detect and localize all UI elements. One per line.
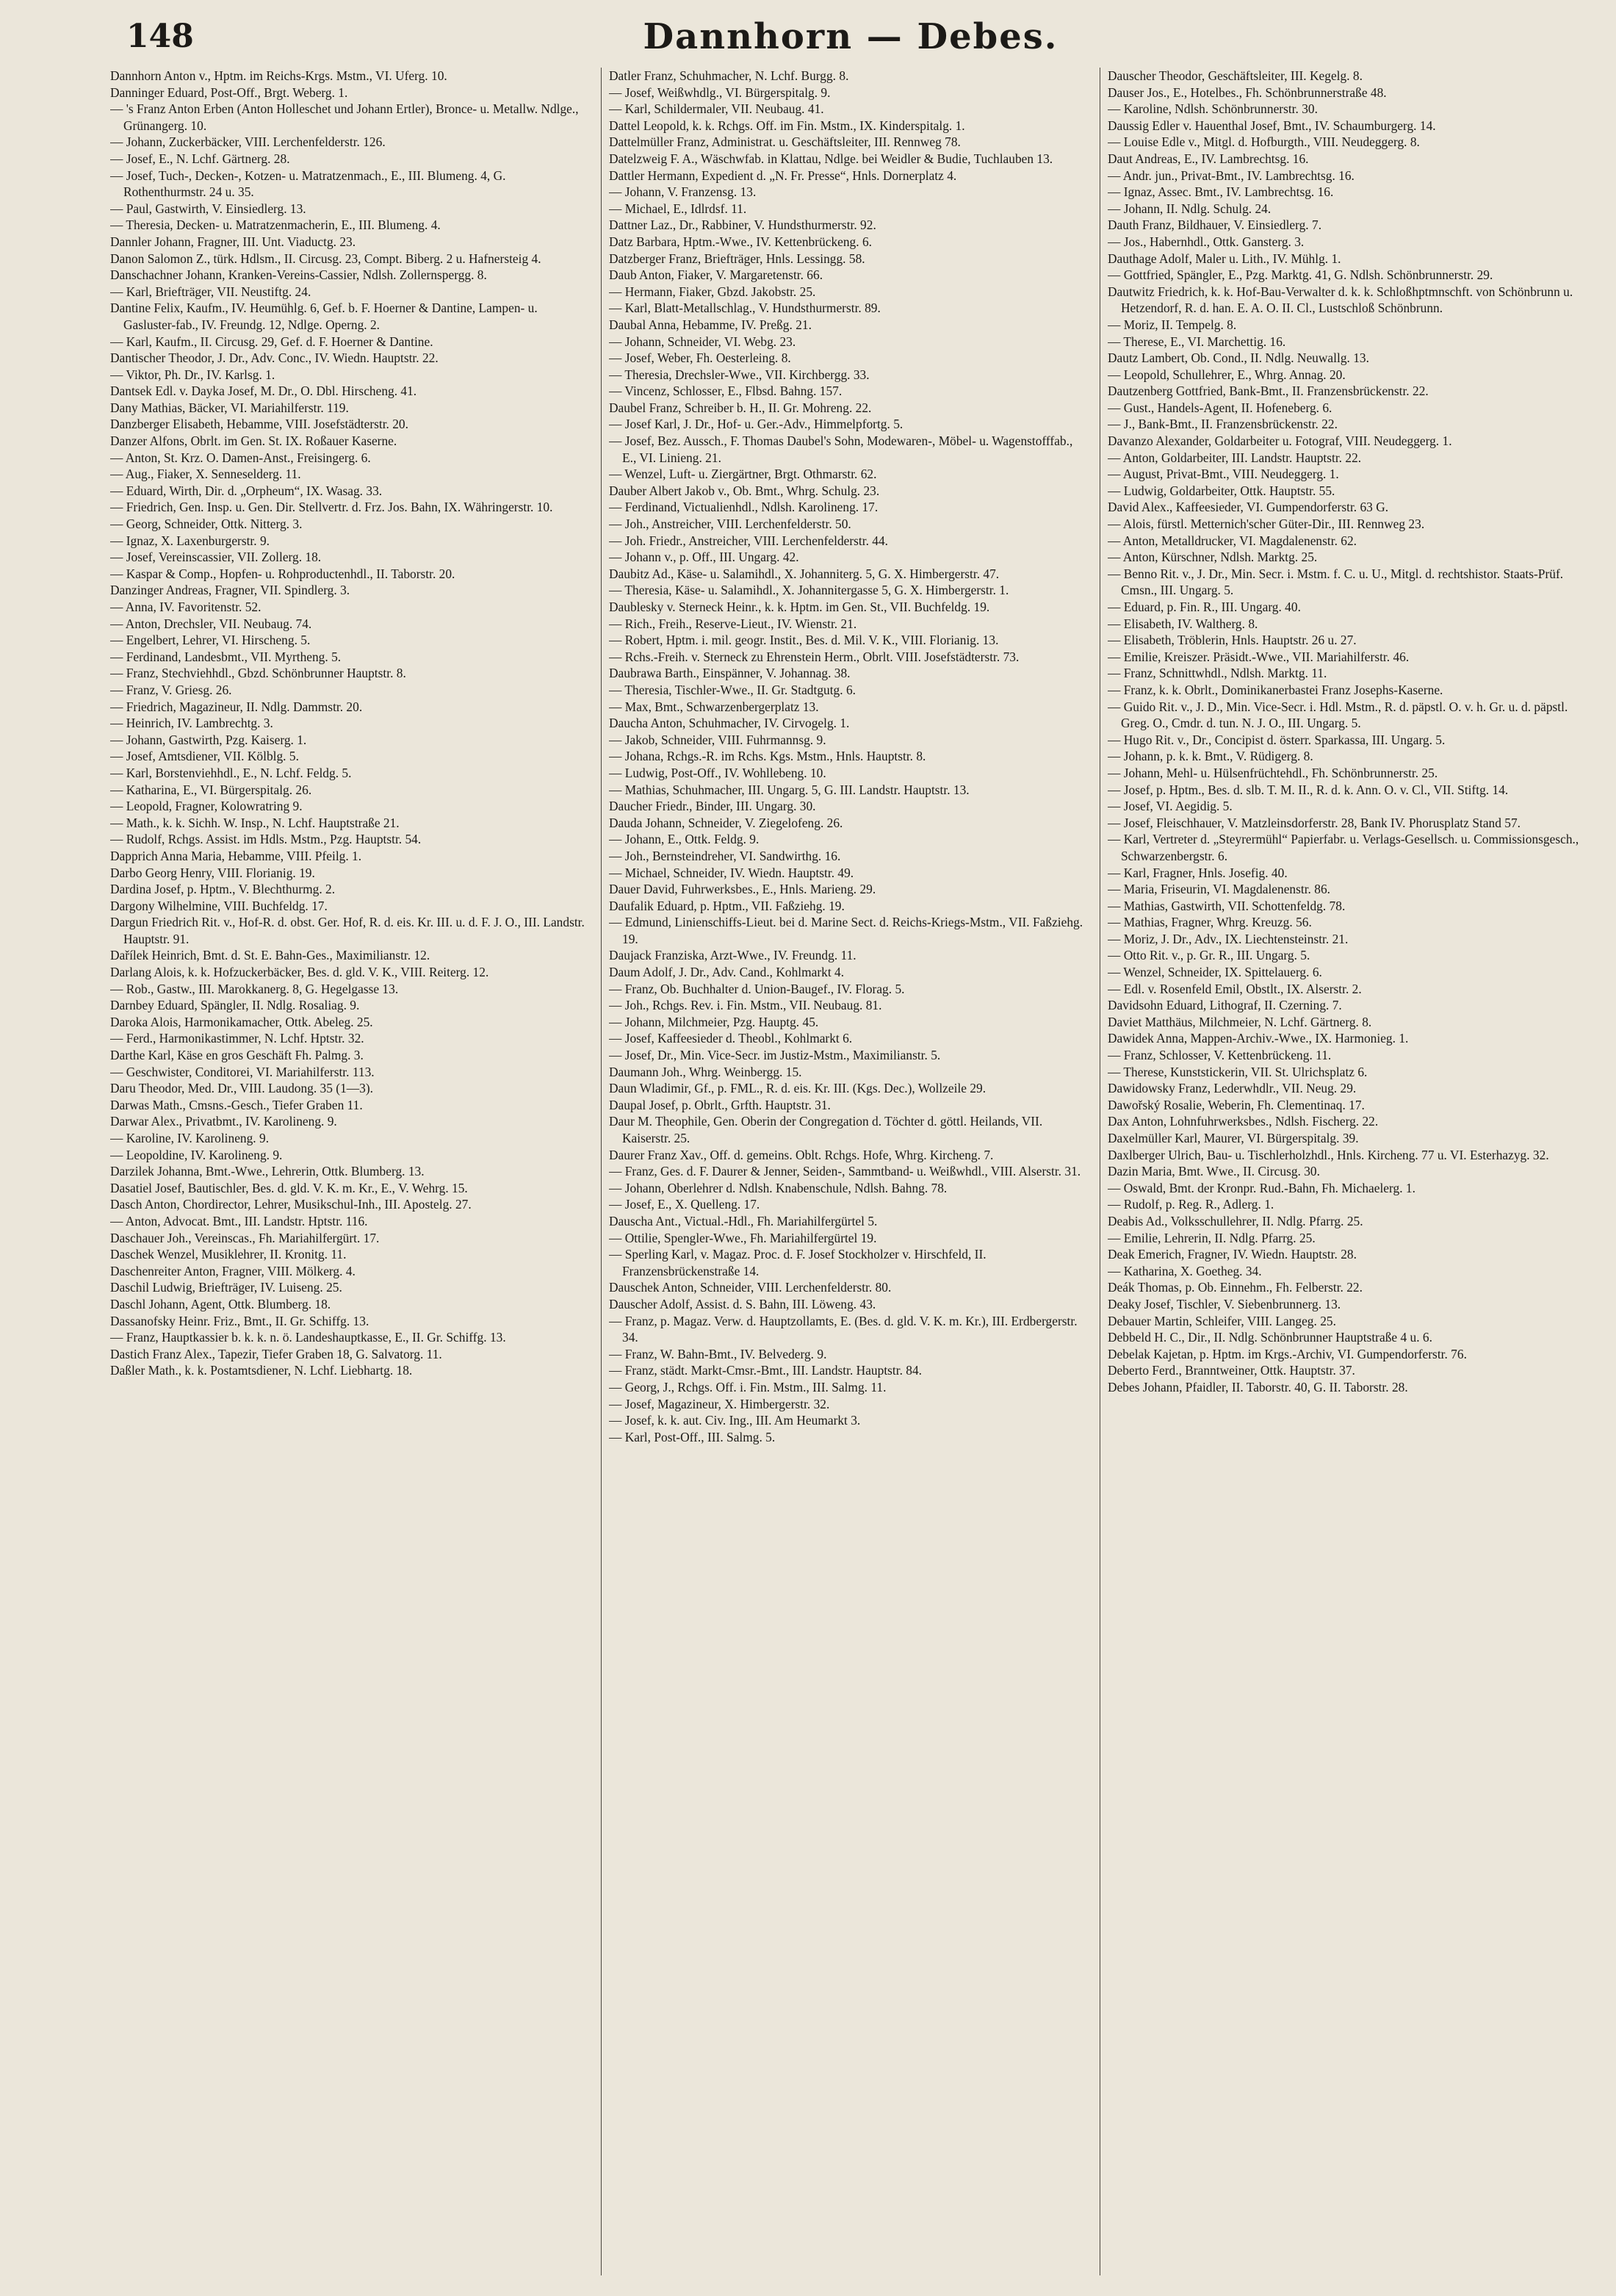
directory-entry: Dattel Leopold, k. k. Rchgs. Off. im Fin. Mstm., IX. Kinderspitalg. 1.: [609, 118, 965, 133]
directory-entry: — Theresia, Tischler-Wwe., II. Gr. Stadtgutg. 6.: [609, 682, 856, 697]
directory-entry: — Franz, städt. Markt-Cmsr.-Bmt., III. Landstr. Hauptstr. 84.: [609, 1363, 923, 1378]
directory-entry: — Johann, V. Franzensg. 13.: [609, 184, 757, 200]
directory-entry: — Johann, Mehl- u. Hülsenfrüchtehdl., Fh. Schönbrunnerstr. 25.: [1108, 765, 1438, 780]
directory-entry: — Mathias, Gastwirth, VII. Schottenfeldg. 78.: [1108, 898, 1346, 913]
directory-entry: Debbeld H. C., Dir., II. Ndlg. Schönbrunner Hauptstraße 4 u. 6.: [1108, 1330, 1432, 1345]
directory-entry: Daxelmüller Karl, Maurer, VI. Bürgerspitalg. 39.: [1108, 1131, 1359, 1145]
directory-entry: Dautzenberg Gottfried, Bank-Bmt., II. Franzensbrückenstr. 22.: [1108, 384, 1429, 399]
directory-entry: — Franz, Ob. Buchhalter d. Union-Baugef., IV. Florag. 5.: [609, 981, 905, 996]
directory-entry: — Anton, Drechsler, VII. Neubaug. 74.: [110, 616, 312, 631]
directory-entry: — Johana, Rchgs.-R. im Rchs. Kgs. Mstm., Hnls. Hauptstr. 8.: [609, 749, 926, 764]
directory-entry: — Edl. v. Rosenfeld Emil, Obstlt., IX. Alserstr. 2.: [1108, 981, 1362, 996]
directory-entry: — Michael, E., Idlrdsf. 11.: [609, 201, 747, 216]
directory-entry: — Georg, J., Rchgs. Off. i. Fin. Mstm., III. Salmg. 11.: [609, 1379, 887, 1394]
directory-entry: — Josef, Fleischhauer, V. Matzleinsdorferstr. 28, Bank IV. Phorusplatz Stand 57.: [1108, 815, 1521, 830]
directory-entry: — Karoline, Ndlsh. Schönbrunnerstr. 30.: [1108, 101, 1318, 117]
directory-entry: — Anton, St. Krz. O. Damen-Anst., Freisingerg. 6.: [110, 450, 371, 465]
page-header: [110, 13, 1591, 68]
directory-columns: [110, 68, 1591, 2275]
directory-entry: — Therese, E., VI. Marchettig. 16.: [1108, 334, 1286, 349]
directory-entry: — Karl, Kaufm., II. Circusg. 29, Gef. d. F. Hoerner & Dantine.: [110, 334, 433, 349]
directory-entry: Daublesky v. Sterneck Heinr., k. k. Hptm. im Gen. St., VII. Buchfeldg. 19.: [609, 600, 990, 614]
directory-entry: Dargun Friedrich Rit. v., Hof-R. d. obst. Ger. Hof, R. d. eis. Kr. III. u. d. F. J. O., III. Landstr. Hauptstr. 91.: [110, 915, 585, 946]
directory-entry: Dattelmüller Franz, Administrat. u. Geschäftsleiter, III. Rennweg 78.: [609, 134, 961, 150]
directory-entry: Daurer Franz Xav., Off. d. gemeins. Oblt. Rchgs. Hofe, Whrg. Kircheng. 7.: [609, 1147, 994, 1162]
directory-entry: — Louise Edle v., Mitgl. d. Hofburgth., VIII. Neudeggerg. 8.: [1108, 134, 1420, 150]
directory-entry: Dauth Franz, Bildhauer, V. Einsiedlerg. 7.: [1108, 217, 1322, 233]
directory-entry: Daroka Alois, Harmonikamacher, Ottk. Abeleg. 25.: [110, 1014, 373, 1029]
directory-entry: — Hermann, Fiaker, Gbzd. Jakobstr. 25.: [609, 284, 816, 299]
directory-entry: — Aug., Fiaker, X. Senneselderg. 11.: [110, 467, 301, 482]
directory-entry: — Wenzel, Schneider, IX. Spittelauerg. 6.: [1108, 965, 1322, 980]
directory-entry: — Viktor, Ph. Dr., IV. Karlsg. 1.: [110, 367, 275, 382]
directory-entry: — Josef, E., X. Quelleng. 17.: [609, 1197, 760, 1212]
directory-entry: — Karl, Blatt-Metallschlag., V. Hundsthurmerstr. 89.: [609, 301, 881, 316]
directory-column: [110, 68, 594, 2275]
directory-entry: — Mathias, Schuhmacher, III. Ungarg. 5, G. III. Landstr. Hauptstr. 13.: [609, 782, 970, 797]
directory-entry: — Joh., Rchgs. Rev. i. Fin. Mstm., VII. Neubaug. 81.: [609, 998, 882, 1013]
directory-entry: Dattler Hermann, Expedient d. „N. Fr. Presse“, Hnls. Dornerplatz 4.: [609, 168, 957, 183]
directory-entry: — Alois, fürstl. Metternich'scher Güter-Dir., III. Rennweg 23.: [1108, 517, 1425, 532]
directory-entry: — Franz, Stechviehhdl., Gbzd. Schönbrunner Hauptstr. 8.: [110, 666, 406, 681]
directory-entry: Dattner Laz., Dr., Rabbiner, V. Hundsthurmerstr. 92.: [609, 217, 876, 233]
directory-entry: — Ottilie, Spengler-Wwe., Fh. Mariahilfergürtel 19.: [609, 1230, 877, 1245]
directory-entry: Datler Franz, Schuhmacher, N. Lchf. Burgg. 8.: [609, 68, 849, 83]
directory-entry: — Eduard, p. Fin. R., III. Ungarg. 40.: [1108, 600, 1301, 614]
directory-entry: — Josef, Amtsdiener, VII. Kölblg. 5.: [110, 749, 299, 764]
directory-entry: — Gust., Handels-Agent, II. Hofeneberg. 6.: [1108, 400, 1332, 415]
directory-entry: — Karl, Borstenviehhdl., E., N. Lchf. Feldg. 5.: [110, 765, 352, 780]
directory-entry: Daun Wladimir, Gf., p. FML., R. d. eis. Kr. III. (Kgs. Dec.), Wollzeile 29.: [609, 1081, 986, 1096]
directory-entry: Deabis Ad., Volksschullehrer, II. Ndlg. Pfarrg. 25.: [1108, 1213, 1363, 1228]
directory-entry: Dautwitz Friedrich, k. k. Hof-Bau-Verwalter d. k. k. Schloßhptmnschft. von Schönbrunn u. Hetzendorf, R. d. han. E. A. O. II. Cl., Lustschloß Schönbrunn.: [1108, 284, 1573, 316]
directory-entry: — Maria, Friseurin, VI. Magdalenenstr. 86.: [1108, 882, 1330, 897]
directory-entry: — Joh. Friedr., Anstreicher, VIII. Lerchenfelderstr. 44.: [609, 533, 889, 548]
directory-entry: — Mathias, Fragner, Whrg. Kreuzg. 56.: [1108, 915, 1312, 930]
directory-entry: — Franz, Ges. d. F. Daurer & Jenner, Seiden-, Sammtband- u. Weißwhdl., VIII. Alserstr. 31.: [609, 1164, 1081, 1179]
directory-entry: — Johann, Zuckerbäcker, VIII. Lerchenfelderstr. 126.: [110, 134, 386, 150]
directory-entry: — Therese, Kunststickerin, VII. St. Ulrichsplatz 6.: [1108, 1064, 1368, 1079]
directory-entry: — Anton, Metalldrucker, VI. Magdalenenstr. 62.: [1108, 533, 1357, 548]
directory-entry: — Karl, Post-Off., III. Salmg. 5.: [609, 1429, 776, 1444]
directory-entry: — Franz, V. Griesg. 26.: [110, 682, 232, 697]
directory-entry: — Joh., Anstreicher, VIII. Lerchenfelderstr. 50.: [609, 517, 851, 532]
directory-entry: — Gottfried, Spängler, E., Pzg. Marktg. 41, G. Ndlsh. Schönbrunnerstr. 29.: [1108, 267, 1493, 283]
directory-entry: — Johann, Schneider, VI. Webg. 23.: [609, 334, 796, 349]
directory-entry: — Theresia, Käse- u. Salamihdl., X. Johannitergasse 5, G. X. Himbergerstr. 1.: [609, 583, 1009, 598]
directory-entry: Dantine Felix, Kaufm., IV. Heumühlg. 6, Gef. b. F. Hoerner & Dantine, Lampen- u. Gasluster-fab., IV. Freundg. 12, Ndlge. Operng. 2.: [110, 301, 538, 332]
directory-entry: — Leopold, Schullehrer, E., Whrg. Annag. 20.: [1108, 367, 1346, 382]
directory-entry: Daucher Friedr., Binder, III. Ungarg. 30.: [609, 799, 816, 814]
directory-entry: Dauschek Anton, Schneider, VIII. Lerchenfelderstr. 80.: [609, 1280, 892, 1295]
directory-entry: Deák Thomas, p. Ob. Einnehm., Fh. Felberstr. 22.: [1108, 1280, 1363, 1295]
directory-entry: — Anna, IV. Favoritenstr. 52.: [110, 600, 261, 614]
directory-entry: — Franz, Hauptkassier b. k. k. n. ö. Landeshauptkasse, E., II. Gr. Schiffg. 13.: [110, 1330, 506, 1345]
directory-entry: Dauser Jos., E., Hotelbes., Fh. Schönbrunnerstraße 48.: [1108, 84, 1387, 100]
directory-entry: — Jakob, Schneider, VIII. Fuhrmannsg. 9.: [609, 732, 826, 747]
directory-entry: Dargony Wilhelmine, VIII. Buchfeldg. 17.: [110, 898, 328, 913]
directory-entry: — Elisabeth, IV. Waltherg. 8.: [1108, 616, 1258, 631]
directory-entry: — Josef, Kaffeesieder d. Theobl., Kohlmarkt 6.: [609, 1031, 853, 1046]
directory-entry: Dauer David, Fuhrwerksbes., E., Hnls. Marieng. 29.: [609, 882, 876, 897]
directory-entry: Daumann Joh., Whrg. Weinbergg. 15.: [609, 1064, 802, 1079]
directory-entry: — Friedrich, Magazineur, II. Ndlg. Dammstr. 20.: [110, 699, 363, 714]
directory-entry: — Ignaz, Assec. Bmt., IV. Lambrechtsg. 16.: [1108, 184, 1334, 200]
directory-entry: — Josef Karl, J. Dr., Hof- u. Ger.-Adv., Himmelpfortg. 5.: [609, 417, 903, 432]
directory-entry: Daviet Matthäus, Milchmeier, N. Lchf. Gärtnerg. 8.: [1108, 1014, 1372, 1029]
directory-entry: — Max, Bmt., Schwarzenbergerplatz 13.: [609, 699, 819, 714]
directory-entry: — Johann, E., Ottk. Feldg. 9.: [609, 832, 760, 847]
directory-entry: Daru Theodor, Med. Dr., VIII. Laudong. 35 (1—3).: [110, 1081, 373, 1096]
directory-entry: — Johann, Gastwirth, Pzg. Kaiserg. 1.: [110, 732, 307, 747]
directory-entry: — Josef, k. k. aut. Civ. Ing., III. Am Heumarkt 3.: [609, 1413, 861, 1428]
directory-entry: Darlang Alois, k. k. Hofzuckerbäcker, Bes. d. gld. V. K., VIII. Reiterg. 12.: [110, 965, 489, 980]
directory-entry: — Leopoldine, IV. Karolineng. 9.: [110, 1147, 283, 1162]
directory-entry: — Geschwister, Conditorei, VI. Mariahilferstr. 113.: [110, 1064, 375, 1079]
directory-entry: — Heinrich, IV. Lambrechtg. 3.: [110, 716, 273, 731]
directory-entry: Daut Andreas, E., IV. Lambrechtsg. 16.: [1108, 151, 1309, 166]
directory-entry: — Karl, Schildermaler, VII. Neubaug. 41.: [609, 101, 824, 117]
directory-entry: Daxlberger Ulrich, Bau- u. Tischlerholzhdl., Hnls. Kircheng. 77 u. VI. Esterhazyg. 32.: [1108, 1147, 1549, 1162]
directory-column: [601, 68, 1092, 2275]
directory-entry: Dawidowsky Franz, Lederwhdlr., VII. Neug. 29.: [1108, 1081, 1357, 1096]
directory-entry: — Vincenz, Schlosser, E., Flbsd. Bahng. 157.: [609, 384, 843, 399]
directory-entry: — Katharina, X. Goetheg. 34.: [1108, 1263, 1262, 1278]
directory-entry: — Josef, Magazineur, X. Himbergerstr. 32.: [609, 1396, 830, 1411]
directory-entry: Dantischer Theodor, J. Dr., Adv. Conc., IV. Wiedn. Hauptstr. 22.: [110, 350, 439, 366]
directory-entry: — Moriz, II. Tempelg. 8.: [1108, 317, 1237, 332]
directory-entry: — Sperling Karl, v. Magaz. Proc. d. F. Josef Stockholzer v. Hirschfeld, II. Franzensbrückenstraße 14.: [609, 1247, 986, 1278]
directory-entry: Daub Anton, Fiaker, V. Margaretenstr. 66.: [609, 267, 823, 283]
directory-entry: Daschek Wenzel, Musiklehrer, II. Kronitg. 11.: [110, 1247, 347, 1262]
directory-entry: Debauer Martin, Schleifer, VIII. Langeg. 25.: [1108, 1313, 1336, 1328]
directory-entry: Dauscher Theodor, Geschäftsleiter, III. Kegelg. 8.: [1108, 68, 1363, 83]
running-title: Dannhorn — Debes.: [643, 16, 1058, 57]
directory-entry: Daschenreiter Anton, Fragner, VIII. Mölkerg. 4.: [110, 1263, 356, 1278]
directory-entry: — Friedrich, Gen. Insp. u. Gen. Dir. Stellvertr. d. Frz. Jos. Bahn, IX. Währingerstr. 10.: [110, 500, 553, 515]
directory-entry: Danzberger Elisabeth, Hebamme, VIII. Josefstädterstr. 20.: [110, 417, 408, 432]
directory-entry: Davanzo Alexander, Goldarbeiter u. Fotograf, VIII. Neudeggerg. 1.: [1108, 433, 1452, 449]
directory-entry: — Anton, Goldarbeiter, III. Landstr. Hauptstr. 22.: [1108, 450, 1362, 465]
directory-entry: — Karl, Fragner, Hnls. Josefig. 40.: [1108, 865, 1288, 880]
directory-entry: Daubel Franz, Schreiber b. H., II. Gr. Mohreng. 22.: [609, 400, 872, 415]
directory-entry: — Johann v., p. Off., III. Ungarg. 42.: [609, 550, 799, 565]
directory-entry: Dauber Albert Jakob v., Ob. Bmt., Whrg. Schulg. 23.: [609, 483, 880, 498]
directory-entry: Dawidek Anna, Mappen-Archiv.-Wwe., IX. Harmonieg. 1.: [1108, 1031, 1409, 1046]
directory-entry: Danzer Alfons, Obrlt. im Gen. St. IX. Roßauer Kaserne.: [110, 433, 397, 449]
directory-entry: — Moriz, J. Dr., Adv., IX. Liechtensteinstr. 21.: [1108, 931, 1349, 946]
directory-entry: — Johann, Oberlehrer d. Ndlsh. Knabenschule, Ndlsh. Bahng. 78.: [609, 1180, 948, 1195]
directory-entry: — Otto Rit. v., p. Gr. R., III. Ungarg. 5.: [1108, 948, 1310, 963]
directory-entry: — Rich., Freih., Reserve-Lieut., IV. Wienstr. 21.: [609, 616, 857, 631]
directory-entry: Dasatiel Josef, Bautischler, Bes. d. gld. V. K. m. Kr., E., V. Wehrg. 15.: [110, 1180, 468, 1195]
directory-entry: — Franz, p. Magaz. Verw. d. Hauptzollamts, E. (Bes. d. gld. V. K. m. Kr.), III. Erdbergerstr. 34.: [609, 1313, 1078, 1345]
directory-entry: Danzinger Andreas, Fragner, VII. Spindlerg. 3.: [110, 583, 350, 598]
directory-entry: — Eduard, Wirth, Dir. d. „Orpheum“, IX. Wasag. 33.: [110, 483, 383, 498]
directory-entry: Daubrawa Barth., Einspänner, V. Johannag. 38.: [609, 666, 851, 681]
directory-entry: Dantsek Edl. v. Dayka Josef, M. Dr., O. Dbl. Hirscheng. 41.: [110, 384, 417, 399]
directory-entry: Dax Anton, Lohnfuhrwerksbes., Ndlsh. Fischerg. 22.: [1108, 1114, 1379, 1129]
directory-entry: Dautz Lambert, Ob. Cond., II. Ndlg. Neuwallg. 13.: [1108, 350, 1369, 366]
directory-entry: — Franz, Schlosser, V. Kettenbrückeng. 11.: [1108, 1048, 1332, 1063]
directory-entry: — Josef, Vereinscassier, VII. Zollerg. 18.: [110, 550, 322, 565]
directory-entry: Dannler Johann, Fragner, III. Unt. Viaductg. 23.: [110, 234, 356, 249]
directory-entry: — Johann, p. k. k. Bmt., V. Rüdigerg. 8.: [1108, 749, 1313, 764]
directory-entry: Dany Mathias, Bäcker, VI. Mariahilferstr. 119.: [110, 400, 349, 415]
directory-entry: — Guido Rit. v., J. D., Min. Vice-Secr. i. Hdl. Mstm., R. d. päpstl. O. v. h. Gr. u. d. päpstl. Greg. O., Cmdr. d. tun. N. J. O., III. Ungarg. 5.: [1108, 699, 1568, 731]
directory-entry: Deak Emerich, Fragner, IV. Wiedn. Hauptstr. 28.: [1108, 1247, 1357, 1262]
directory-entry: Dastich Franz Alex., Tapezir, Tiefer Graben 18, G. Salvatorg. 11.: [110, 1346, 442, 1361]
directory-entry: Darnbey Eduard, Spängler, II. Ndlg. Rosaliag. 9.: [110, 998, 360, 1013]
directory-entry: Danninger Eduard, Post-Off., Brgt. Weberg. 1.: [110, 84, 348, 100]
directory-entry: Daussig Edler v. Hauenthal Josef, Bmt., IV. Schaumburgerg. 14.: [1108, 118, 1436, 133]
directory-entry: Dauthage Adolf, Maler u. Lith., IV. Mühlg. 1.: [1108, 251, 1341, 266]
directory-entry: — Ferd., Harmonikastimmer, N. Lchf. Hptstr. 32.: [110, 1031, 364, 1046]
directory-entry: Datzberger Franz, Briefträger, Hnls. Lessingg. 58.: [609, 251, 865, 266]
directory-entry: Deberto Ferd., Branntweiner, Ottk. Hauptstr. 37.: [1108, 1363, 1355, 1378]
directory-entry: — Math., k. k. Sichh. W. Insp., N. Lchf. Hauptstraße 21.: [110, 815, 400, 830]
directory-entry: Danon Salomon Z., türk. Hdlsm., II. Circusg. 23, Compt. Biberg. 2 u. Hafnersteig 4.: [110, 251, 541, 266]
directory-entry: — 's Franz Anton Erben (Anton Holleschet und Johann Ertler), Bronce- u. Metallw. Ndlge., Grünangerg. 10.: [110, 101, 579, 133]
directory-entry: Dauda Johann, Schneider, V. Ziegelofeng. 26.: [609, 815, 843, 830]
directory-entry: Danschachner Johann, Kranken-Vereins-Cassier, Ndlsh. Zollernspergg. 8.: [110, 267, 487, 283]
directory-entry: Daupal Josef, p. Obrlt., Grfth. Hauptstr. 31.: [609, 1097, 831, 1112]
directory-entry: — Anton, Kürschner, Ndlsh. Marktg. 25.: [1108, 550, 1318, 565]
directory-entry: Daur M. Theophile, Gen. Oberin der Congregation d. Töchter d. göttl. Heilands, VII. Kaiserstr. 25.: [609, 1114, 1043, 1145]
directory-entry: Dassanofsky Heinr. Friz., Bmt., II. Gr. Schiffg. 13.: [110, 1313, 369, 1328]
directory-entry: Debes Johann, Pfaidler, II. Taborstr. 40, G. II. Taborstr. 28.: [1108, 1379, 1408, 1394]
directory-entry: — Jos., Habernhdl., Ottk. Gansterg. 3.: [1108, 234, 1305, 249]
directory-entry: — Rudolf, Rchgs. Assist. im Hdls. Mstm., Pzg. Hauptstr. 54.: [110, 832, 422, 847]
directory-entry: — Ludwig, Goldarbeiter, Ottk. Hauptstr. 55.: [1108, 483, 1335, 498]
directory-entry: — Josef, VI. Aegidig. 5.: [1108, 799, 1233, 814]
directory-entry: Daßler Math., k. k. Postamtsdiener, N. Lchf. Liebhartg. 18.: [110, 1363, 413, 1378]
directory-entry: — Franz, W. Bahn-Bmt., IV. Belvederg. 9.: [609, 1346, 827, 1361]
directory-entry: — Emilie, Lehrerin, II. Ndlg. Pfarrg. 25.: [1108, 1230, 1316, 1245]
directory-entry: Daschauer Joh., Vereinscas., Fh. Mariahilfergürt. 17.: [110, 1230, 380, 1245]
directory-entry: Daubal Anna, Hebamme, IV. Preßg. 21.: [609, 317, 812, 332]
directory-entry: Daujack Franziska, Arzt-Wwe., IV. Freundg. 11.: [609, 948, 856, 963]
directory-entry: Darwar Alex., Privatbmt., IV. Karolineng. 9.: [110, 1114, 337, 1129]
directory-entry: Davidsohn Eduard, Lithograf, II. Czerning. 7.: [1108, 998, 1342, 1013]
directory-entry: — Katharina, E., VI. Bürgerspitalg. 26.: [110, 782, 312, 797]
directory-entry: — Rob., Gastw., III. Marokkanerg. 8, G. Hegelgasse 13.: [110, 981, 399, 996]
directory-entry: — August, Privat-Bmt., VIII. Neudeggerg. 1.: [1108, 467, 1339, 482]
directory-entry: — Leopold, Fragner, Kolowratring 9.: [110, 799, 303, 814]
directory-entry: Daschil Ludwig, Briefträger, IV. Luiseng. 25.: [110, 1280, 342, 1295]
directory-entry: Dapprich Anna Maria, Hebamme, VIII. Pfeilg. 1.: [110, 848, 362, 863]
directory-entry: Daubitz Ad., Käse- u. Salamihdl., X. Johanniterg. 5, G. X. Himbergerstr. 47.: [609, 566, 1000, 581]
directory-entry: — Josef, Weißwhdlg., VI. Bürgerspitalg. 9.: [609, 84, 831, 100]
directory-entry: Datz Barbara, Hptm.-Wwe., IV. Kettenbrückeng. 6.: [609, 234, 872, 249]
directory-entry: — Franz, k. k. Obrlt., Dominikanerbastei Franz Josephs-Kaserne.: [1108, 682, 1443, 697]
directory-entry: Daucha Anton, Schuhmacher, IV. Cirvogelg. 1.: [609, 716, 850, 731]
directory-entry: — Emilie, Kreiszer. Präsidt.-Wwe., VII. Mariahilferstr. 46.: [1108, 649, 1410, 664]
directory-entry: — Josef, p. Hptm., Bes. d. slb. T. M. II., R. d. k. Ann. O. v. Cl., VII. Stiftg. 14.: [1108, 782, 1509, 797]
directory-entry: — Michael, Schneider, IV. Wiedn. Hauptstr. 49.: [609, 865, 854, 880]
directory-entry: — Joh., Bernsteindreher, VI. Sandwirthg. 16.: [609, 848, 841, 863]
directory-entry: Dařílek Heinrich, Bmt. d. St. E. Bahn-Ges., Maximilianstr. 12.: [110, 948, 430, 963]
directory-entry: — Engelbert, Lehrer, VI. Hirscheng. 5.: [110, 633, 311, 648]
directory-entry: — Edmund, Linienschiffs-Lieut. bei d. Marine Sect. d. Reichs-Kriegs-Mstm., VII. Faßziehg. 19.: [609, 915, 1083, 946]
directory-entry: — Karoline, IV. Karolineng. 9.: [110, 1131, 270, 1145]
directory-entry: — Ferdinand, Landesbmt., VII. Myrtheng. 5.: [110, 649, 342, 664]
directory-entry: Daufalik Eduard, p. Hptm., VII. Faßziehg. 19.: [609, 898, 845, 913]
directory-entry: — Theresia, Decken- u. Matratzenmacherin, E., III. Blumeng. 4.: [110, 217, 441, 233]
directory-entry: — Josef, Dr., Min. Vice-Secr. im Justiz-Mstm., Maximilianstr. 5.: [609, 1048, 941, 1063]
directory-entry: Darthe Karl, Käse en gros Geschäft Fh. Palmg. 3.: [110, 1048, 364, 1063]
directory-entry: — Paul, Gastwirth, V. Einsiedlerg. 13.: [110, 201, 306, 216]
page-number: 148: [126, 18, 194, 55]
directory-entry: Dauscha Ant., Victual.-Hdl., Fh. Mariahilfergürtel 5.: [609, 1213, 878, 1228]
directory-entry: Dannhorn Anton v., Hptm. im Reichs-Krgs. Mstm., VI. Uferg. 10.: [110, 68, 447, 83]
directory-entry: — Rudolf, p. Reg. R., Adlerg. 1.: [1108, 1197, 1274, 1212]
directory-entry: Darwas Math., Cmsns.-Gesch., Tiefer Graben 11.: [110, 1097, 363, 1112]
directory-entry: — J., Bank-Bmt., II. Franzensbrückenstr. 22.: [1108, 417, 1338, 432]
directory-entry: — Ignaz, X. Laxenburgerstr. 9.: [110, 533, 270, 548]
directory-entry: Dasch Anton, Chordirector, Lehrer, Musikschul-Inh., III. Apostelg. 27.: [110, 1197, 472, 1212]
directory-entry: Debelak Kajetan, p. Hptm. im Krgs.-Archiv, VI. Gumpendorferstr. 76.: [1108, 1346, 1467, 1361]
directory-entry: — Benno Rit. v., J. Dr., Min. Secr. i. Mstm. f. C. u. U., Mitgl. d. rechtshistor. Staats-Prüf. Cmsn., III. Ungarg. 5.: [1108, 566, 1564, 598]
directory-entry: — Josef, Bez. Aussch., F. Thomas Daubel's Sohn, Modewaren-, Möbel- u. Wagenstofffab., E., VI. Linieng. 21.: [609, 433, 1073, 465]
directory-entry: Datelzweig F. A., Wäschwfab. in Klattau, Ndlge. bei Weidler & Budie, Tuchlauben 13.: [609, 151, 1053, 166]
directory-entry: — Johann, Milchmeier, Pzg. Hauptg. 45.: [609, 1014, 819, 1029]
directory-entry: Dawořský Rosalie, Weberin, Fh. Clementinaq. 17.: [1108, 1097, 1365, 1112]
directory-entry: — Theresia, Drechsler-Wwe., VII. Kirchbergg. 33.: [609, 367, 870, 382]
directory-entry: — Georg, Schneider, Ottk. Nitterg. 3.: [110, 517, 303, 532]
directory-entry: — Johann, II. Ndlg. Schulg. 24.: [1108, 201, 1271, 216]
directory-entry: Darzilek Johanna, Bmt.-Wwe., Lehrerin, Ottk. Blumberg. 13.: [110, 1164, 425, 1179]
directory-entry: — Robert, Hptm. i. mil. geogr. Instit., Bes. d. Mil. V. K., VIII. Florianig. 13.: [609, 633, 999, 648]
directory-entry: Darbo Georg Henry, VIII. Florianig. 19.: [110, 865, 315, 880]
directory-entry: Deaky Josef, Tischler, V. Siebenbrunnerg. 13.: [1108, 1296, 1341, 1311]
directory-entry: Dardina Josef, p. Hptm., V. Blechthurmg. 2.: [110, 882, 336, 897]
directory-entry: — Wenzel, Luft- u. Ziergärtner, Brgt. Othmarstr. 62.: [609, 467, 877, 482]
directory-entry: — Rchs.-Freih. v. Sterneck zu Ehrenstein Herm., Obrlt. VIII. Josefstädterstr. 73.: [609, 649, 1020, 664]
directory-entry: — Anton, Advocat. Bmt., III. Landstr. Hptstr. 116.: [110, 1213, 368, 1228]
directory-entry: Dauscher Adolf, Assist. d. S. Bahn, III. Löweng. 43.: [609, 1296, 876, 1311]
directory-entry: — Josef, Weber, Fh. Oesterleing. 8.: [609, 350, 791, 366]
directory-entry: — Hugo Rit. v., Dr., Concipist d. österr. Sparkassa, III. Ungarg. 5.: [1108, 732, 1446, 747]
directory-column: [1100, 68, 1591, 2275]
directory-entry: — Andr. jun., Privat-Bmt., IV. Lambrechtsg. 16.: [1108, 168, 1355, 183]
directory-entry: Daum Adolf, J. Dr., Adv. Cand., Kohlmarkt 4.: [609, 965, 845, 980]
directory-entry: — Karl, Vertreter d. „Steyrermühl“ Papierfabr. u. Verlags-Gesellsch. u. Commissionsgesch., Schwarzenbergstr. 6.: [1108, 832, 1579, 863]
directory-entry: — Kaspar & Comp., Hopfen- u. Rohproductenhdl., II. Taborstr. 20.: [110, 566, 455, 581]
directory-entry: — Elisabeth, Tröblerin, Hnls. Hauptstr. 26 u. 27.: [1108, 633, 1357, 648]
directory-entry: — Josef, E., N. Lchf. Gärtnerg. 28.: [110, 151, 290, 166]
directory-entry: — Ludwig, Post-Off., IV. Wohllebeng. 10.: [609, 765, 826, 780]
directory-entry: — Karl, Briefträger, VII. Neustiftg. 24.: [110, 284, 311, 299]
directory-entry: — Franz, Schnittwhdl., Ndlsh. Marktg. 11.: [1108, 666, 1327, 681]
directory-entry: — Josef, Tuch-, Decken-, Kotzen- u. Matratzenmach., E., III. Blumeng. 4, G. Rothenthurmstr. 24 u. 35.: [110, 168, 506, 200]
directory-entry: — Oswald, Bmt. der Kronpr. Rud.-Bahn, Fh. Michaelerg. 1.: [1108, 1180, 1415, 1195]
directory-entry: David Alex., Kaffeesieder, VI. Gumpendorferstr. 63 G.: [1108, 500, 1389, 515]
directory-entry: — Ferdinand, Victualienhdl., Ndlsh. Karolineng. 17.: [609, 500, 879, 515]
directory-entry: Daschl Johann, Agent, Ottk. Blumberg. 18.: [110, 1296, 331, 1311]
directory-entry: Dazin Maria, Bmt. Wwe., II. Circusg. 30.: [1108, 1164, 1320, 1179]
